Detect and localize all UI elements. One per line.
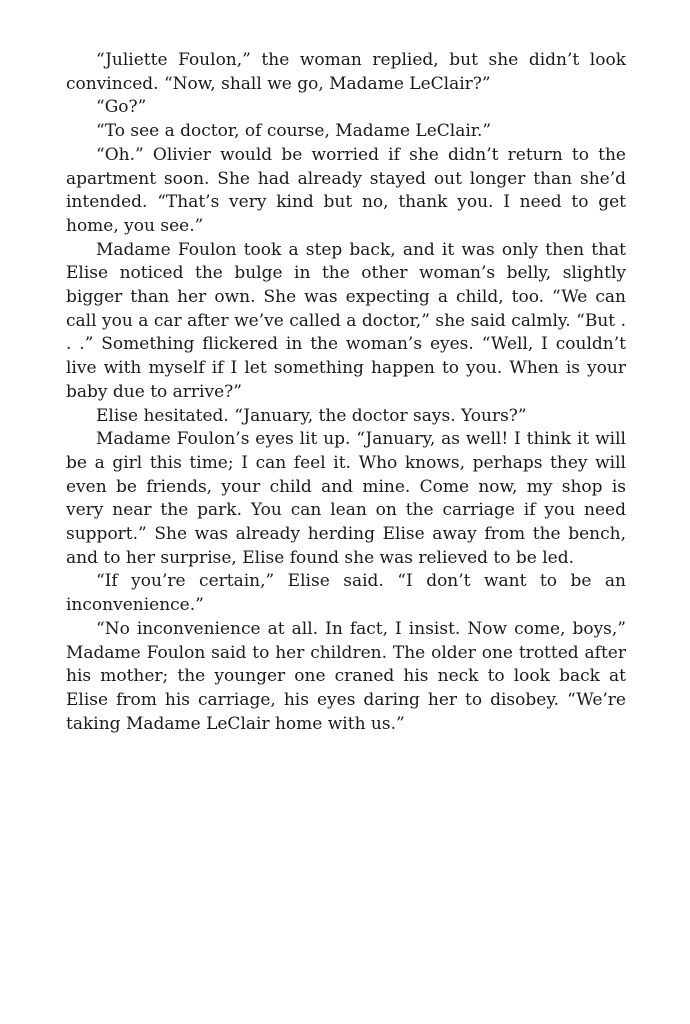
paragraph: Madame Foulon’s eyes lit up. “January, as well! I think it will be a girl this time; I can feel it. Who knows, perhaps they will even be friends, your child and mine. Come now, my shop is very near the park. You can lean on the carriage if you need support.” She was already herding Elise away from the bench, and to her surprise, Elise found she was relieved to be led. xyxy=(66,429,626,568)
paragraph: “To see a doctor, of course, Madame LeClair.” xyxy=(96,121,492,142)
paragraph: “If you’re certain,” Elise said. “I don’t want to be an inconvenience.” xyxy=(66,571,626,616)
paragraph: “Oh.” Olivier would be worried if she didn’t return to the apartment soon. She had already stayed out longer than she’d intended. “That’s very kind but no, thank you. I need to get home, you see.” xyxy=(66,144,626,236)
paragraph: “Juliette Foulon,” the woman replied, but she didn’t look convinced. “Now, shall we go, Madame LeClair?” xyxy=(66,50,626,94)
paragraph: “Go?” xyxy=(96,97,147,118)
paragraph: Elise hesitated. “January, the doctor says. Yours?” xyxy=(96,405,527,426)
paragraph: Madame Foulon took a step back, and it was only then that Elise noticed the bulge in the other woman’s belly, slightly bigger than her own. She was expecting a child, too. “We can call you a car after we’ve called a doctor,” she said calmly. “But . . .” Something flickered in the woman’s eyes. “Well, I couldn’t live with myself if I let something happen to you. When is your baby due to arrive?” xyxy=(66,239,626,402)
paragraph: “No inconvenience at all. In fact, I insist. Now come, boys,” Madame Foulon said to her children. The older one trotted after his mother; the younger one craned his neck to look back at Elise from his carriage, his eyes daring her to disobey. “We’re taking Madame LeClair home with us.” xyxy=(66,618,626,734)
book-page-text xyxy=(66,49,626,736)
